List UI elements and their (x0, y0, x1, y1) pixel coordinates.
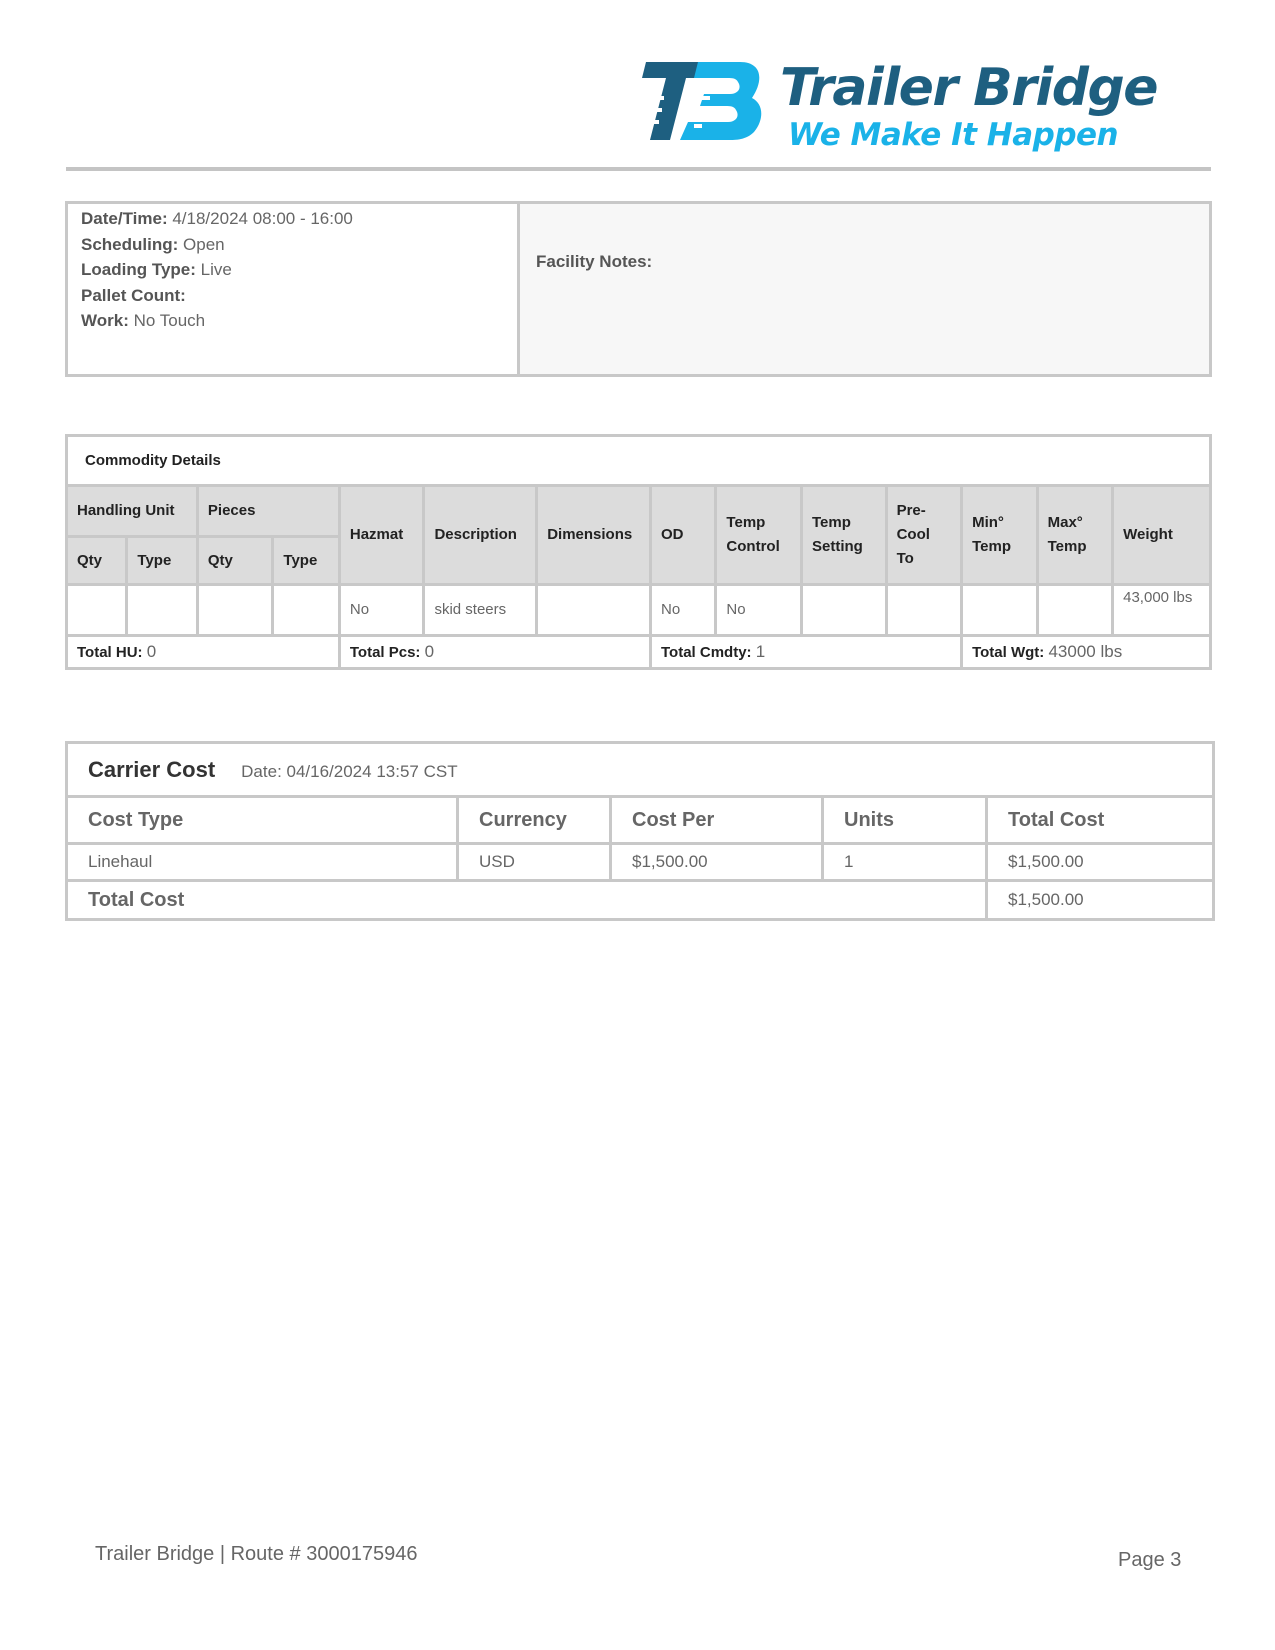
header-max-temp: Max° Temp (1037, 486, 1113, 585)
facility-notes (519, 203, 1211, 376)
total-pcs-value: 0 (424, 642, 435, 661)
cell-cost-per: $1,500.00 (611, 844, 823, 881)
cell-min-temp (962, 585, 1038, 636)
header-temp-setting: Temp Setting (802, 486, 887, 585)
header-temp-control: Temp Control (716, 486, 802, 585)
loading-type-line (81, 257, 505, 283)
header-cost-type: Cost Type (67, 797, 458, 844)
datetime-line (81, 206, 505, 232)
total-cmdty-label: Total Cmdty: (660, 644, 752, 661)
facility-notes-label: Facility Notes: (536, 252, 653, 271)
header-pcs-type: Type (273, 537, 339, 585)
scheduling-line (81, 232, 505, 258)
cell-pcs-type (273, 585, 339, 636)
appointment-info-table (65, 201, 1212, 377)
total-wgt (962, 636, 1211, 669)
cell-units: 1 (823, 844, 987, 881)
cell-cost-type: Linehaul (67, 844, 458, 881)
header-hu-type: Type (127, 537, 197, 585)
total-hu-value: 0 (146, 642, 157, 661)
cell-max-temp (1037, 585, 1113, 636)
scheduling-value: Open (183, 234, 225, 254)
header-total-cost: Total Cost (987, 797, 1214, 844)
total-pcs (339, 636, 650, 669)
header-description: Description (424, 486, 537, 585)
header-units: Units (823, 797, 987, 844)
carrier-cost-table (65, 741, 1215, 921)
table-row (67, 844, 1214, 881)
header-hazmat: Hazmat (339, 486, 424, 585)
work-value: No Touch (133, 311, 206, 330)
cell-hu-qty (67, 585, 127, 636)
brand-name: Trailer Bridge (780, 58, 1157, 118)
tb-logo-mark (640, 60, 766, 148)
total-hu (67, 636, 340, 669)
total-cmdty (650, 636, 961, 669)
header-divider (66, 167, 1211, 171)
header-currency: Currency (458, 797, 611, 844)
cell-weight: 43,000 lbs (1113, 585, 1211, 636)
header-cost-per: Cost Per (611, 797, 823, 844)
pallet-count-label: Pallet Count: (81, 285, 186, 305)
header-handling-unit: Handling Unit (67, 486, 198, 537)
commodity-title: Commodity Details (67, 436, 1211, 486)
header-precool: Pre-Cool To (886, 486, 962, 585)
page-number: Page 3 (1118, 1549, 1182, 1571)
header-weight: Weight (1113, 486, 1211, 585)
total-wgt-label: Total Wgt: (972, 644, 1045, 661)
work-label: Work: (81, 311, 129, 330)
work-line (81, 308, 505, 334)
cell-total-cost: $1,500.00 (987, 844, 1214, 881)
cell-hu-type (127, 585, 197, 636)
total-hu-label: Total HU: (77, 644, 143, 661)
header-pcs-qty: Qty (197, 537, 273, 585)
total-cost-label: Total Cost (88, 888, 185, 911)
cell-hazmat: No (339, 585, 424, 636)
cell-precool (886, 585, 962, 636)
cell-pcs-qty (197, 585, 273, 636)
cell-currency: USD (458, 844, 611, 881)
carrier-cost-header (67, 743, 1214, 797)
header-hu-qty: Qty (67, 537, 127, 585)
carrier-cost-title: Carrier Cost (88, 756, 216, 782)
total-cmdty-value: 1 (755, 642, 766, 661)
cell-dimensions (537, 585, 651, 636)
carrier-cost-date: Date: 04/16/2024 13:57 CST (241, 761, 458, 781)
loading-type-value: Live (200, 260, 232, 279)
total-pcs-label: Total Pcs: (349, 644, 421, 661)
cell-temp-control: No (716, 585, 802, 636)
header-od: OD (650, 486, 715, 585)
scheduling-label: Scheduling: (81, 234, 179, 254)
cell-od: No (650, 585, 715, 636)
brand-tagline: We Make It Happen (788, 117, 1119, 153)
header-dimensions: Dimensions (537, 486, 651, 585)
footer-route: Trailer Bridge | Route # 3000175946 (95, 1543, 418, 1565)
header-pieces: Pieces (197, 486, 339, 537)
trailer-bridge-logo (640, 58, 1200, 153)
total-wgt-value: 43000 lbs (1048, 642, 1123, 661)
total-cost-label-cell (67, 881, 987, 920)
pallet-count-line (81, 283, 505, 309)
datetime-value: 4/18/2024 08:00 - 16:00 (172, 209, 353, 228)
appointment-details (67, 203, 519, 376)
total-cost-value: $1,500.00 (987, 881, 1214, 920)
commodity-totals-row (67, 636, 1211, 669)
table-row (67, 585, 1211, 636)
cell-temp-setting (802, 585, 887, 636)
logo-text (780, 58, 1157, 152)
datetime-label: Date/Time: (81, 209, 168, 228)
commodity-details-table (65, 434, 1212, 670)
header-min-temp: Min° Temp (962, 486, 1038, 585)
cell-description: skid steers (424, 585, 537, 636)
loading-type-label: Loading Type: (81, 260, 196, 279)
